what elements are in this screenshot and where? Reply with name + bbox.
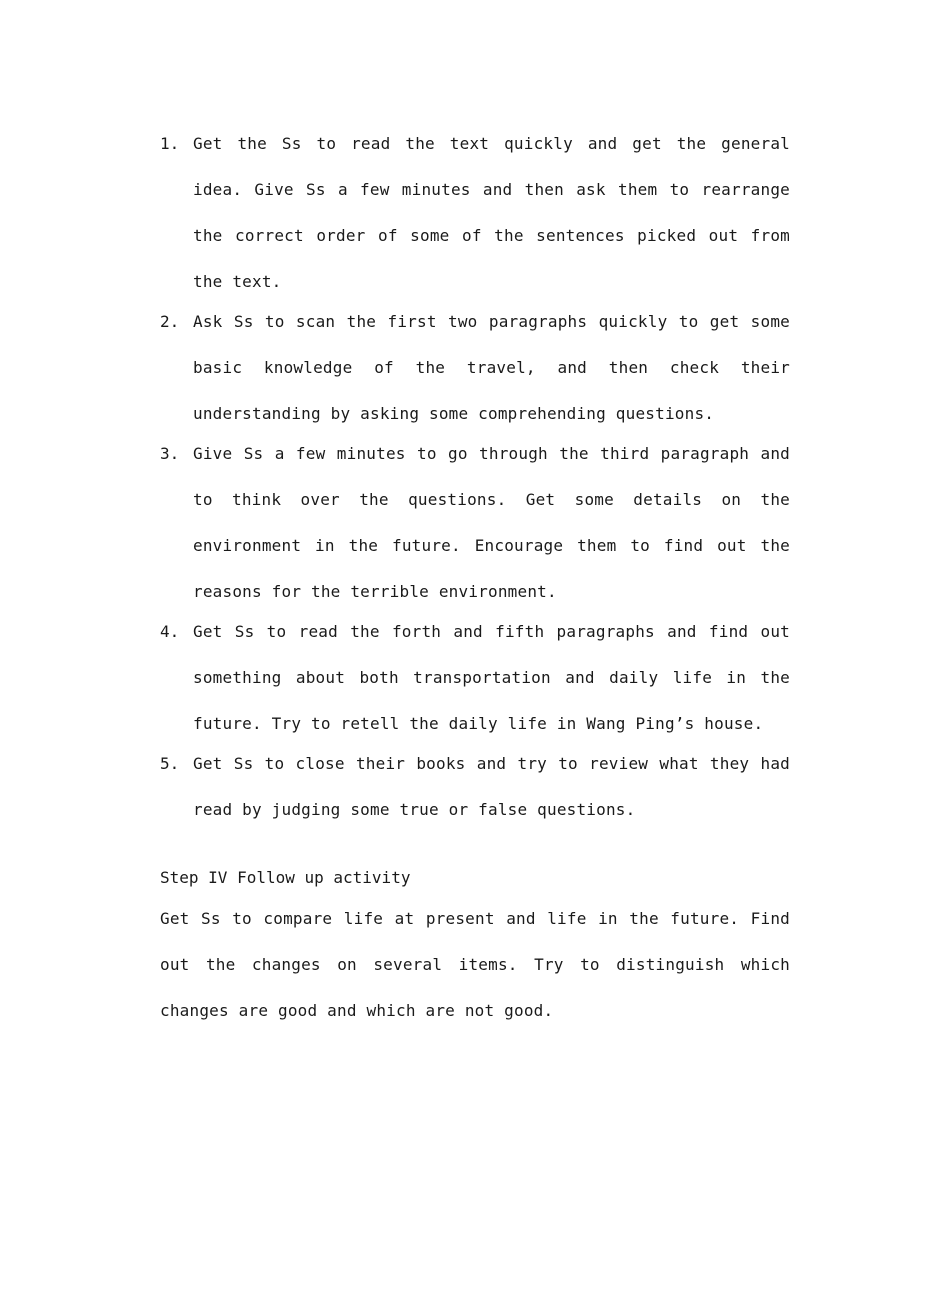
list-item: [160, 741, 790, 833]
list-item-text: Get the Ss to read the text quickly and get the general idea. Give Ss a few minutes and then ask them to rearrange the correct order of some of the sentences picked out from the text.: [193, 134, 790, 291]
list-item-number: 2.: [160, 312, 180, 331]
list-item: [160, 299, 790, 437]
step-heading: Step IV Follow up activity: [160, 868, 411, 887]
list-item: [160, 609, 790, 747]
list-item-number: 4.: [160, 622, 180, 641]
list-item-text: Give Ss a few minutes to go through the third paragraph and to think over the questions. Get some details on the environment in the future. Encourage them to find out the reasons for the terrible environment.: [193, 444, 790, 601]
list-item-text: Ask Ss to scan the first two paragraphs quickly to get some basic knowledge of the travel, and then check their understanding by asking some comprehending questions.: [193, 312, 790, 423]
list-item: [160, 431, 790, 615]
list-item-text: Get Ss to close their books and try to review what they had read by judging some true or false questions.: [193, 754, 790, 819]
list-item-number: 3.: [160, 444, 180, 463]
list-item-number: 5.: [160, 754, 180, 773]
list-item: [160, 121, 790, 305]
numbered-list: [160, 121, 790, 827]
list-item-text: Get Ss to read the forth and fifth paragraphs and find out something about both transportation and daily life in the future. Try to retell the daily life in Wang Ping’s house.: [193, 622, 790, 733]
list-item-number: 1.: [160, 134, 180, 153]
step-paragraph: Get Ss to compare life at present and life in the future. Find out the changes on several items. Try to distinguish which changes are good and which are not good.: [160, 909, 790, 1020]
